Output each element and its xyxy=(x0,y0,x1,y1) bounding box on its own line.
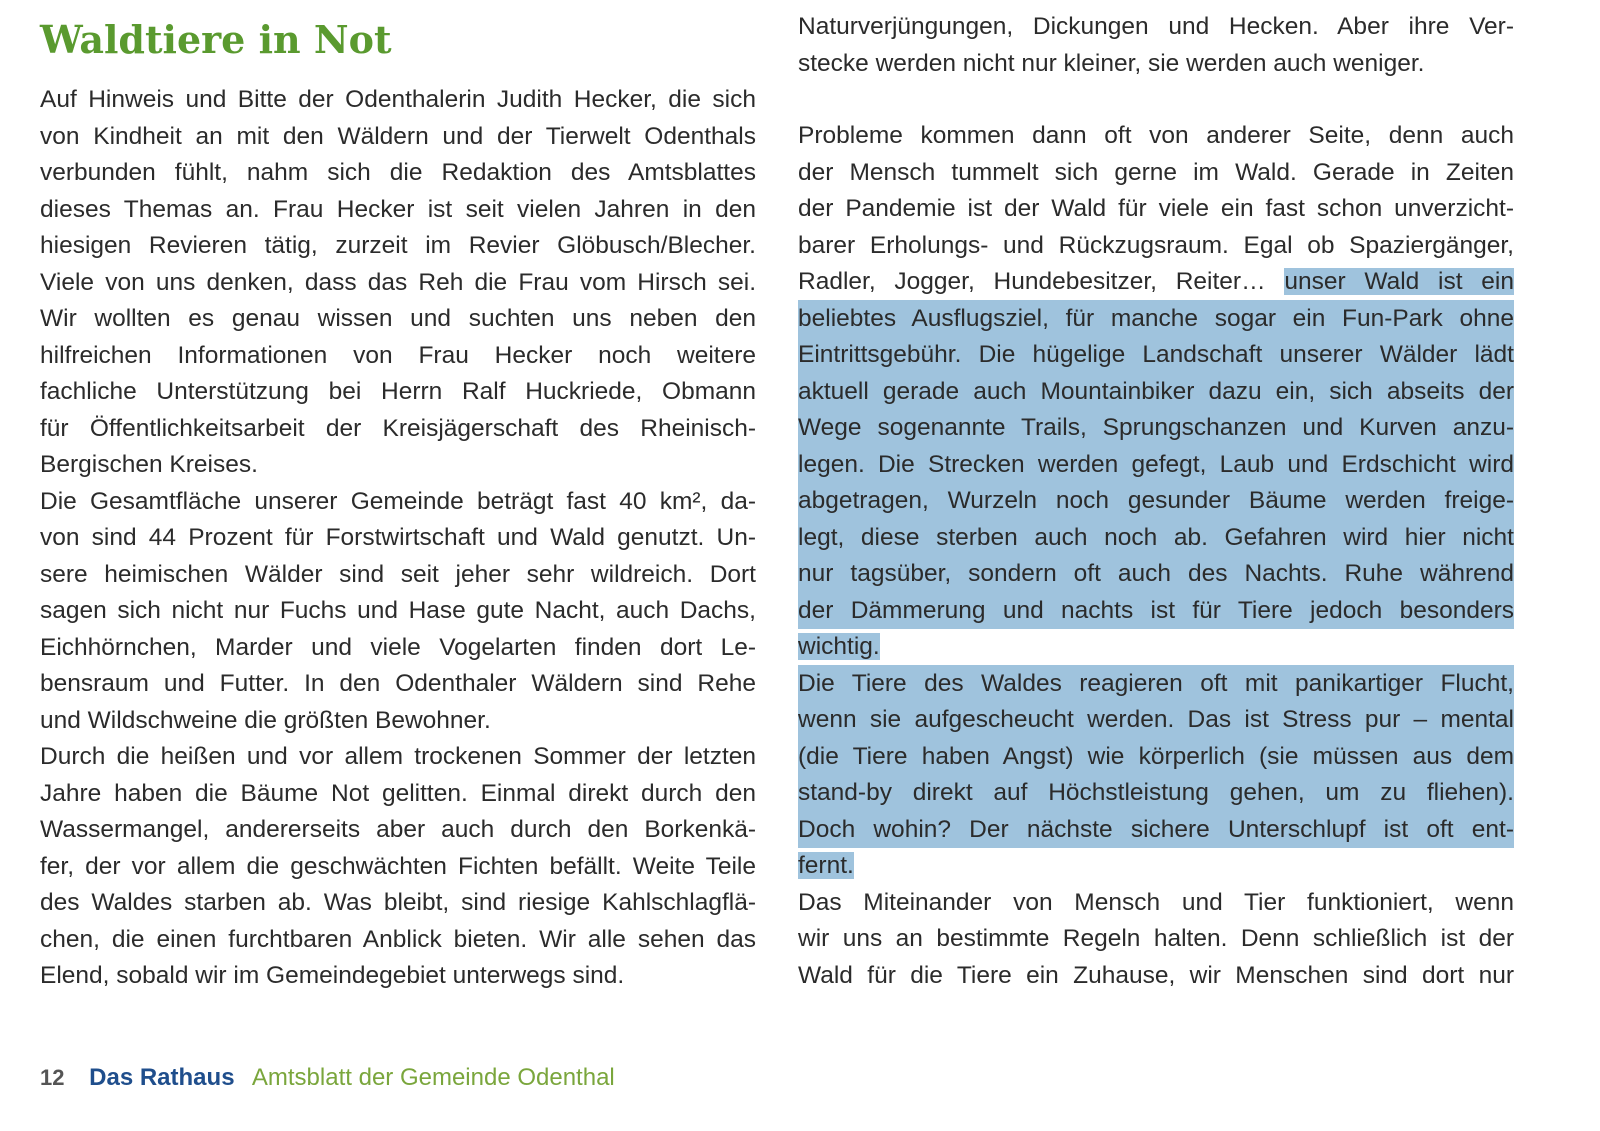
left-text-line: Durch die heißen und vor allem trockenen Sommer der letzten xyxy=(40,743,756,770)
right-text-line: Das Miteinander von Mensch und Tier funktioniert, wenn xyxy=(798,888,1514,916)
left-text-line: Wir wollten es genau wissen und suchten uns neben den xyxy=(40,305,756,332)
right-text-line: stecke werden nicht nur kleiner, sie werden auch weniger. xyxy=(798,49,1425,77)
right-text-line: der Mensch tummelt sich gerne im Wald. Gerade in Zeiten xyxy=(798,158,1514,186)
highlighted-text-line[interactable]: wenn sie aufgescheucht werden. Das ist Stress pur – mental xyxy=(798,701,1514,738)
highlighted-text-line[interactable]: aktuell gerade auch Mountainbiker dazu ein, sich abseits der xyxy=(798,373,1514,410)
right-text-line: Probleme kommen dann oft von anderer Seite, denn auch xyxy=(798,122,1514,149)
right-text-line: der Pandemie ist der Wald für viele ein fast schon unverzicht- xyxy=(798,195,1514,222)
right-text-line: Wald für die Tiere ein Zuhause, wir Menschen sind dort nur xyxy=(798,961,1514,989)
article-title: Waldtiere in Not xyxy=(40,17,392,62)
highlighted-text[interactable]: fernt. xyxy=(798,852,854,879)
left-text-line: Jahre haben die Bäume Not gelitten. Einmal direkt durch den xyxy=(40,779,756,807)
left-text-line: Wassermangel, andererseits aber auch durch den Borkenkä- xyxy=(40,816,756,843)
left-text-line: sagen sich nicht nur Fuchs und Hase gute Nacht, auch Dachs, xyxy=(40,597,756,624)
highlighted-text-line[interactable]: Eintrittsgebühr. Die hügelige Landschaft unserer Wälder lädt xyxy=(798,336,1514,373)
left-text-line: Eichhörnchen, Marder und viele Vogelarten finden dort Le- xyxy=(40,633,756,661)
publication-subtitle: Amtsblatt der Gemeinde Odenthal xyxy=(251,1064,615,1091)
highlighted-text-line[interactable]: (die Tiere haben Angst) wie körperlich (sie müssen aus dem xyxy=(798,738,1514,775)
left-text-line: und Wildschweine die größten Bewohner. xyxy=(40,706,491,734)
highlighted-text-line[interactable]: Doch wohin? Der nächste sichere Unterschlupf ist oft ent- xyxy=(798,811,1514,848)
page-number: 12 xyxy=(40,1065,65,1090)
plain-text: Radler, Jogger, Hundebesitzer, Reiter… xyxy=(798,268,1285,295)
right-text-line: barer Erholungs- und Rückzugsraum. Egal ob Spaziergänger, xyxy=(798,231,1514,259)
left-text-line: für Öffentlichkeitsarbeit der Kreisjägerschaft des Rheinisch- xyxy=(40,414,756,442)
highlighted-text-line[interactable]: Wege sogenannte Trails, Sprungschanzen und Kurven anzu- xyxy=(798,409,1514,446)
highlighted-text-line[interactable]: legen. Die Strecken werden gefegt, Laub und Erdschicht wird xyxy=(798,446,1514,483)
left-text-line: Auf Hinweis und Bitte der Odenthalerin Judith Hecker, die sich xyxy=(40,86,756,113)
left-text-line: sere heimischen Wälder sind seit jeher sehr wildreich. Dort xyxy=(40,560,756,588)
highlighted-text-line[interactable]: stand-by direkt auf Höchstleistung gehen, um zu fliehen). xyxy=(798,774,1514,811)
highlighted-text-line[interactable]: beliebtes Ausflugsziel, für manche sogar ein Fun-Park ohne xyxy=(798,300,1514,337)
highlighted-text[interactable]: wichtig. xyxy=(798,633,880,660)
highlighted-text-line[interactable]: legt, diese sterben auch noch ab. Gefahren wird hier nicht xyxy=(798,519,1514,556)
highlighted-text-line[interactable] xyxy=(798,628,1514,665)
page-footer xyxy=(40,1060,615,1096)
left-text-line: Bergischen Kreises. xyxy=(40,451,258,478)
highlighted-text[interactable]: unser Wald ist ein xyxy=(1284,268,1514,295)
highlighted-text-line[interactable] xyxy=(798,847,1514,884)
right-text-line: Naturverjüngungen, Dickungen und Hecken. Aber ihre Ver- xyxy=(798,13,1514,40)
highlighted-text-line[interactable]: nur tagsüber, sondern oft auch des Nachts. Ruhe während xyxy=(798,555,1514,592)
left-text-line: Die Gesamtfläche unserer Gemeinde beträgt fast 40 km², da- xyxy=(40,487,756,515)
left-text-line: Viele von uns denken, dass das Reh die Frau vom Hirsch sei. xyxy=(40,268,756,296)
left-text-line: hiesigen Revieren tätig, zurzeit im Revier Glöbusch/Blecher. xyxy=(40,232,756,259)
left-text-line: von Kindheit an mit den Wäldern und der Tierwelt Odenthals xyxy=(40,122,756,150)
right-text-line: wir uns an bestimmte Regeln halten. Denn schließlich ist der xyxy=(798,925,1514,952)
highlighted-text-line[interactable]: Die Tiere des Waldes reagieren oft mit panikartiger Flucht, xyxy=(798,665,1514,702)
highlighted-text-line[interactable]: der Dämmerung und nachts ist für Tiere jedoch besonders xyxy=(798,592,1514,629)
left-text-line: des Waldes starben ab. Was bleibt, sind riesige Kahlschlagflä- xyxy=(40,889,756,916)
left-text-line: hilfreichen Informationen von Frau Hecker noch weitere xyxy=(40,341,756,369)
left-text-line: von sind 44 Prozent für Forstwirtschaft und Wald genutzt. Un- xyxy=(40,524,756,551)
left-text-line: verbunden fühlt, nahm sich die Redaktion des Amtsblattes xyxy=(40,159,756,186)
left-text-line: bensraum und Futter. In den Odenthaler Wäldern sind Rehe xyxy=(40,670,756,697)
left-text-line: dieses Themas an. Frau Hecker ist seit vielen Jahren in den xyxy=(40,195,756,223)
right-text-line-mixed xyxy=(798,263,1514,300)
publication-brand: Das Rathaus xyxy=(89,1064,235,1091)
highlighted-text-line[interactable]: abgetragen, Wurzeln noch gesunder Bäume werden freige- xyxy=(798,482,1514,519)
left-text-line: fachliche Unterstützung bei Herrn Ralf Huckriede, Obmann xyxy=(40,378,756,405)
left-text-line: fer, der vor allem die geschwächten Fichten befällt. Weite Teile xyxy=(40,852,756,880)
left-text-line: chen, die einen furchtbaren Anblick bieten. Wir alle sehen das xyxy=(40,925,756,953)
left-text-line: Elend, sobald wir im Gemeindegebiet unterwegs sind. xyxy=(40,962,625,989)
